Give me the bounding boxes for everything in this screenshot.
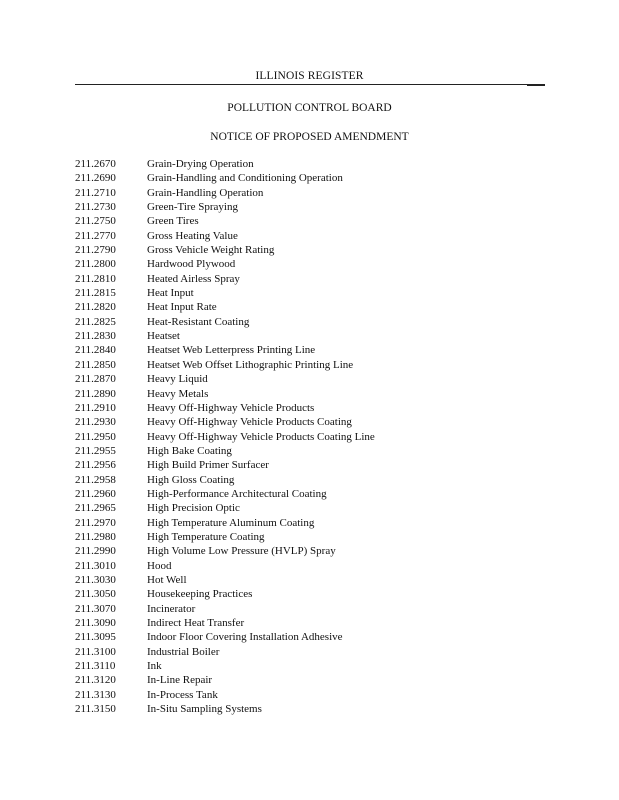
- section-term: Grain-Handling Operation: [147, 186, 264, 199]
- section-number: 211.2850: [75, 358, 116, 371]
- section-term: Heavy Metals: [147, 387, 209, 400]
- notice-title: NOTICE OF PROPOSED AMENDMENT: [210, 131, 409, 143]
- section-row: [75, 430, 545, 444]
- section-number: 211.2910: [75, 401, 116, 414]
- section-term: In-Process Tank: [147, 688, 218, 701]
- section-term: High Temperature Coating: [147, 530, 265, 543]
- section-row: [75, 530, 545, 544]
- section-term: Green Tires: [147, 215, 199, 228]
- section-term: High-Performance Architectural Coating: [147, 487, 327, 500]
- section-list: [75, 157, 545, 716]
- section-row: [75, 315, 545, 329]
- section-term: Hardwood Plywood: [147, 258, 236, 271]
- section-row: [75, 415, 545, 429]
- section-row: [75, 516, 545, 530]
- section-number: 211.2800: [75, 258, 116, 271]
- section-row: [75, 229, 545, 243]
- section-term: High Volume Low Pressure (HVLP) Spray: [147, 545, 336, 558]
- section-number: 211.2956: [75, 459, 116, 472]
- section-row: [75, 616, 545, 630]
- section-row: [75, 702, 545, 716]
- section-term: Ink: [147, 660, 162, 673]
- section-row: [75, 372, 545, 386]
- section-term: Heavy Liquid: [147, 373, 208, 386]
- board-title: POLLUTION CONTROL BOARD: [227, 102, 392, 114]
- section-term: High Precision Optic: [147, 502, 240, 515]
- section-row: [75, 200, 545, 214]
- section-number: 211.3100: [75, 645, 116, 658]
- section-row: [75, 243, 545, 257]
- section-number: 211.2710: [75, 186, 116, 199]
- section-number: 211.2950: [75, 430, 116, 443]
- section-term: Heat Input: [147, 287, 194, 300]
- section-row: [75, 688, 545, 702]
- section-number: 211.3010: [75, 559, 116, 572]
- section-row: [75, 157, 545, 171]
- section-row: [75, 444, 545, 458]
- section-number: 211.2960: [75, 487, 116, 500]
- section-term: Heavy Off-Highway Vehicle Products: [147, 401, 315, 414]
- section-number: 211.2930: [75, 416, 116, 429]
- section-term: High Gloss Coating: [147, 473, 235, 486]
- section-term: Indoor Floor Covering Installation Adhesive: [147, 631, 343, 644]
- section-number: 211.2750: [75, 215, 116, 228]
- section-number: 211.2965: [75, 502, 116, 515]
- section-row: [75, 473, 545, 487]
- section-number: 211.3095: [75, 631, 116, 644]
- section-number: 211.2815: [75, 287, 116, 300]
- section-term: Heatset Web Offset Lithographic Printing Line: [147, 358, 354, 371]
- section-row: [75, 186, 545, 200]
- section-row: [75, 257, 545, 271]
- section-row: [75, 573, 545, 587]
- section-number: 211.2990: [75, 545, 116, 558]
- section-row: [75, 329, 545, 343]
- section-row: [75, 587, 545, 601]
- section-term: Grain-Handling and Conditioning Operation: [147, 172, 343, 185]
- section-number: 211.2958: [75, 473, 116, 486]
- section-number: 211.2890: [75, 387, 116, 400]
- section-term: Housekeeping Practices: [147, 588, 253, 601]
- section-number: 211.2955: [75, 444, 116, 457]
- section-term: Incinerator: [147, 602, 196, 615]
- section-row: [75, 343, 545, 357]
- header-rule-tail: [527, 84, 545, 86]
- section-row: [75, 387, 545, 401]
- section-term: Heavy Off-Highway Vehicle Products Coating Line: [147, 430, 375, 443]
- section-number: 211.2670: [75, 158, 116, 170]
- section-number: 211.3110: [75, 660, 116, 673]
- section-number: 211.3070: [75, 602, 116, 615]
- section-row: [75, 286, 545, 300]
- section-term: Hood: [147, 559, 172, 572]
- section-row: [75, 559, 545, 573]
- section-term: In-Line Repair: [147, 674, 213, 687]
- section-term: Heatset Web Letterpress Printing Line: [147, 344, 316, 357]
- section-term: Heatset: [147, 330, 180, 343]
- section-number: 211.3130: [75, 688, 116, 701]
- section-row: [75, 544, 545, 558]
- section-row: [75, 645, 545, 659]
- section-row: [75, 458, 545, 472]
- section-row: [75, 602, 545, 616]
- section-row: [75, 673, 545, 687]
- section-number: 211.2730: [75, 201, 116, 214]
- section-term: High Temperature Aluminum Coating: [147, 516, 315, 529]
- section-term: Heat-Resistant Coating: [147, 315, 250, 328]
- section-number: 211.2820: [75, 301, 116, 314]
- section-number: 211.2830: [75, 330, 116, 343]
- section-number: 211.2770: [75, 229, 116, 242]
- section-number: 211.2790: [75, 244, 116, 257]
- section-number: 211.3090: [75, 617, 116, 629]
- section-term: Grain-Drying Operation: [147, 158, 254, 170]
- section-number: 211.2980: [75, 530, 116, 543]
- header-rule: [75, 84, 545, 85]
- section-number: 211.3030: [75, 573, 116, 586]
- section-number: 211.2810: [75, 272, 116, 285]
- section-term: Green-Tire Spraying: [147, 201, 238, 214]
- section-number: 211.2840: [75, 344, 116, 357]
- section-row: [75, 272, 545, 286]
- section-number: 211.2825: [75, 315, 116, 328]
- section-number: 211.2690: [75, 172, 116, 185]
- section-term: Hot Well: [147, 573, 187, 586]
- section-term: Heavy Off-Highway Vehicle Products Coating: [147, 416, 352, 429]
- section-term: High Build Primer Surfacer: [147, 459, 269, 472]
- section-row: [75, 659, 545, 673]
- section-row: [75, 300, 545, 314]
- section-row: [75, 487, 545, 501]
- section-number: 211.2970: [75, 516, 116, 529]
- section-term: Indirect Heat Transfer: [147, 617, 245, 629]
- section-row: [75, 630, 545, 644]
- section-row: [75, 401, 545, 415]
- section-row: [75, 501, 545, 515]
- section-term: Gross Vehicle Weight Rating: [147, 244, 275, 257]
- section-row: [75, 214, 545, 228]
- section-row: [75, 171, 545, 185]
- section-number: 211.3050: [75, 588, 116, 601]
- section-row: [75, 358, 545, 372]
- section-term: Industrial Boiler: [147, 645, 220, 658]
- section-term: Heat Input Rate: [147, 301, 217, 314]
- section-number: 211.2870: [75, 373, 116, 386]
- section-term: In-Situ Sampling Systems: [147, 703, 262, 716]
- section-term: Heated Airless Spray: [147, 272, 240, 285]
- section-number: 211.3120: [75, 674, 116, 687]
- register-title: ILLINOIS REGISTER: [255, 70, 364, 82]
- section-term: Gross Heating Value: [147, 229, 238, 242]
- section-number: 211.3150: [75, 703, 116, 716]
- section-term: High Bake Coating: [147, 444, 232, 457]
